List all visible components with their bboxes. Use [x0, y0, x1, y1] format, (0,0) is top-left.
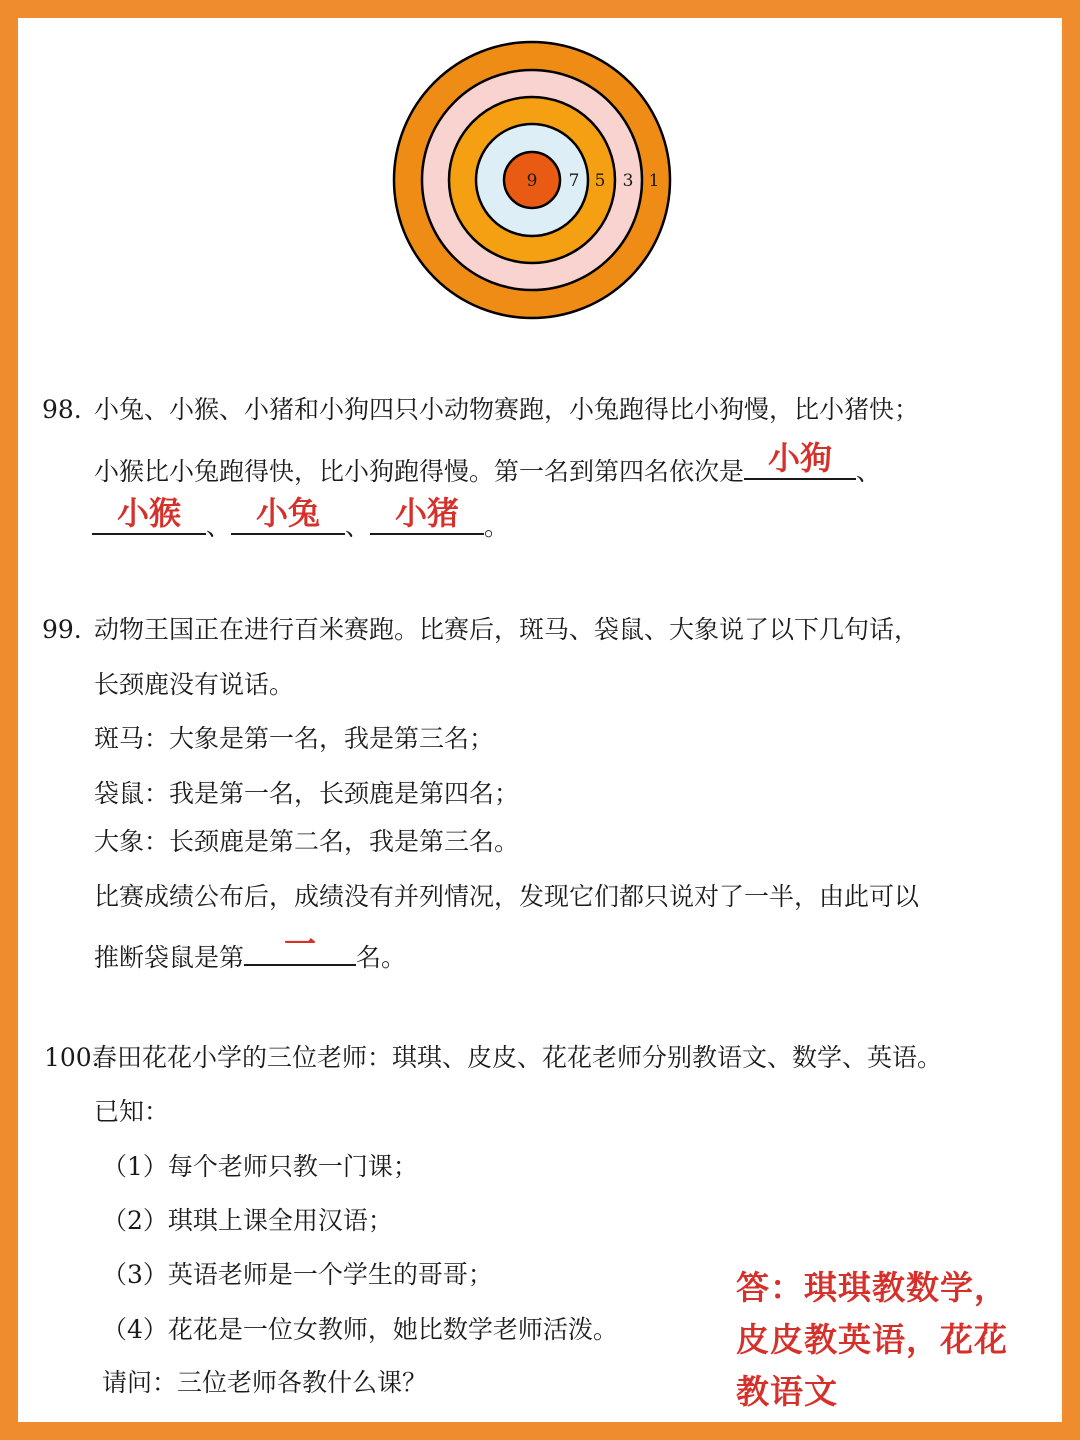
q99-line4: 袋鼠：我是第一名，长颈鹿是第四名； [94, 779, 520, 808]
q100-cond2: （2）琪琪上课全用汉语； [102, 1206, 393, 1235]
q98-sep: 、 [206, 512, 232, 541]
q100-question: 请问：三位老师各教什么课？ [102, 1368, 428, 1397]
q99-line2: 长颈鹿没有说话。 [94, 670, 295, 699]
q98-sep: 、 [345, 512, 371, 541]
q100-line2: 已知： [94, 1097, 170, 1126]
q99-line7-post: 名。 [356, 943, 407, 972]
q98-blank-2[interactable] [92, 494, 206, 535]
score-7: 7 [568, 171, 580, 191]
score-5: 5 [594, 171, 606, 191]
q98-line3 [92, 494, 510, 544]
q98-answer-3: 小兔 [256, 494, 321, 532]
q98-blank-4[interactable] [370, 494, 484, 535]
q98-line2-text: 小猴比小兔跑得快，比小狗跑得慢。第一名到第四名依次是 [94, 457, 745, 486]
q98-sep: 、 [856, 457, 882, 486]
q98-answer-4: 小猪 [395, 494, 460, 532]
q100-answer [736, 1262, 1056, 1418]
q99-line6: 比赛成绩公布后，成绩没有并列情况，发现它们都只说对了一半，由此可以 [94, 882, 920, 911]
q99-blank[interactable] [244, 925, 356, 966]
q100-answer-line3: 教语文 [736, 1372, 838, 1411]
q98-number: 98. [42, 395, 82, 424]
q99-line5: 大象：长颈鹿是第二名，我是第三名。 [94, 827, 520, 856]
q98-line1: 小兔、小猴、小猪和小狗四只小动物赛跑，小兔跑得比小狗慢，比小猪快； [94, 395, 920, 424]
q100-answer-line1: 答：琪琪教数学， [736, 1268, 1008, 1307]
q100-number: 100. [44, 1043, 100, 1072]
q100-cond1: （1）每个老师只教一门课； [102, 1152, 418, 1181]
q99-line3: 斑马：大象是第一名，我是第三名； [94, 724, 495, 753]
q98-answer-2: 小猴 [116, 494, 181, 532]
q98-line2 [94, 439, 882, 489]
q98-end: 。 [484, 512, 510, 541]
q99-line7-pre: 推断袋鼠是第 [94, 943, 245, 972]
q99-number: 99. [42, 615, 82, 644]
q100-cond4: （4）花花是一位女教师，她比数学老师活泼。 [102, 1315, 618, 1344]
score-1: 1 [648, 171, 660, 191]
q99-answer: 一 [284, 925, 317, 963]
target-diagram [392, 40, 672, 320]
worksheet-page [18, 18, 1062, 1422]
score-9: 9 [526, 171, 538, 191]
q98-answer-1: 小狗 [768, 439, 833, 477]
q99-line1: 动物王国正在进行百米赛跑。比赛后，斑马、袋鼠、大象说了以下几句话， [94, 615, 920, 644]
q100-answer-line2: 皮皮教英语，花花 [736, 1320, 1008, 1359]
score-3: 3 [622, 171, 634, 191]
q98-blank-3[interactable] [231, 494, 345, 535]
q100-line1: 春田花花小学的三位老师：琪琪、皮皮、花花老师分别教语文、数学、英语。 [92, 1043, 943, 1072]
q99-line7 [94, 925, 407, 975]
q100-cond3: （3）英语老师是一个学生的哥哥； [102, 1260, 493, 1289]
q98-blank-1[interactable] [744, 439, 856, 480]
